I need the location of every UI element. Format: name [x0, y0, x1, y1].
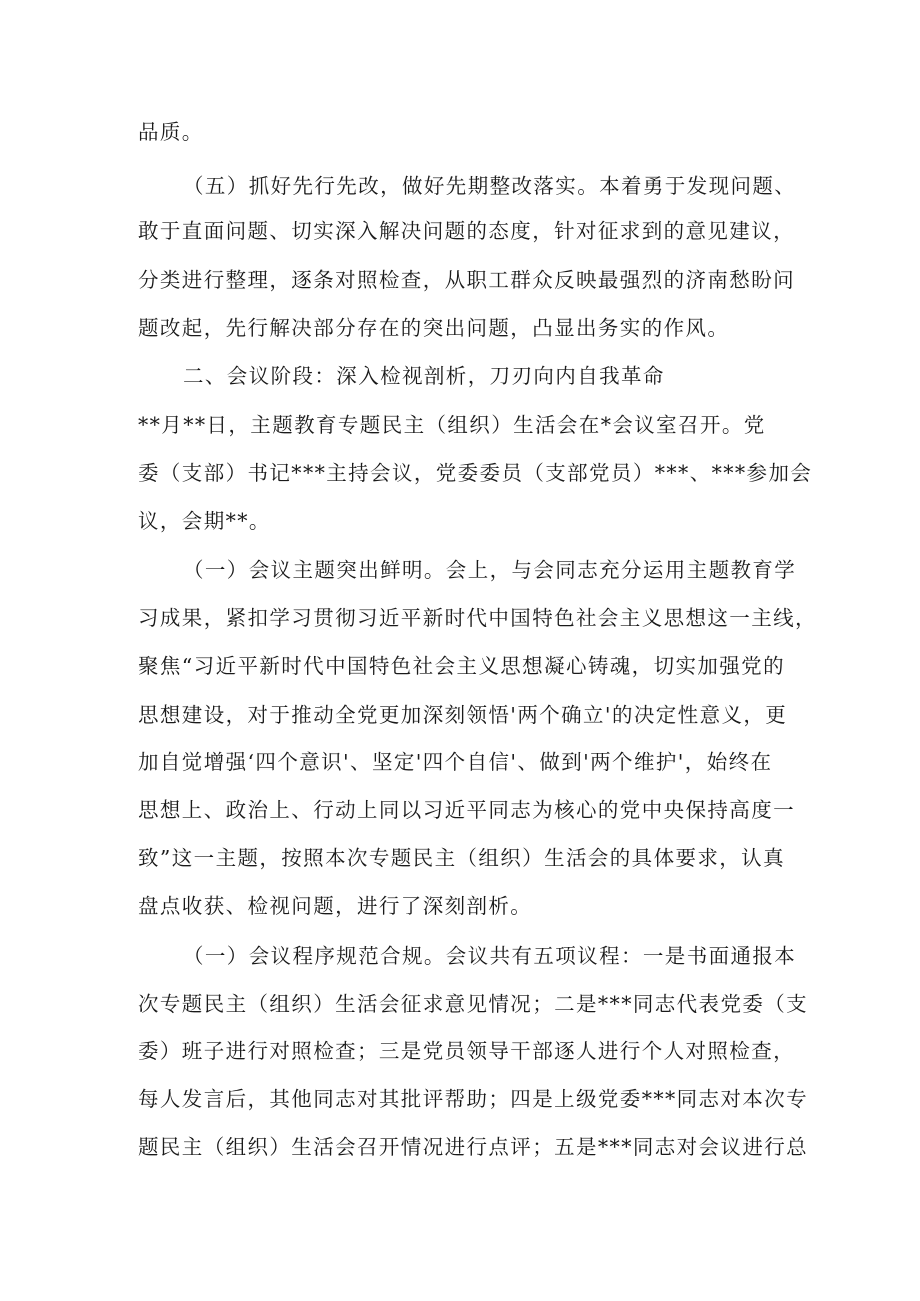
text-line: （五）抓好先行先改，做好先期整改落实。本着勇于发现问题、: [183, 174, 797, 198]
text-line: 敢于直面问题、切实深入解决问题的态度，针对征求到的意见建议，: [138, 219, 795, 243]
text-line: 品质。: [138, 120, 204, 144]
text-line: 题改起，先行解决部分存在的突出问题，凸显出务实的作风。: [138, 316, 730, 340]
text-line: 盘点收获、检视问题，进行了深刻剖析。: [138, 894, 533, 918]
text-line: **月**日，主题教育专题民主（组织）生活会在*会议室召开。党: [138, 413, 766, 437]
text-line: 每人发言后，其他同志对其批评帮助；四是上级党委***同志对本次专: [138, 1087, 809, 1111]
text-line: （一）会议主题突出鲜明。会上，与会同志充分运用主题教育学: [183, 558, 797, 582]
text-line: 议，会期**。: [138, 509, 271, 533]
text-line: 聚焦“习近平新时代中国特色社会主义思想凝心铸魂，切实加强党的: [138, 654, 785, 678]
text-line: 习成果，紧扣学习贯彻习近平新时代中国特色社会主义思想这一主线，: [138, 606, 817, 630]
text-line: 致”这一主题，按照本次专题民主（组织）生活会的具体要求，认真: [138, 846, 785, 870]
text-line: 委）班子进行对照检查；三是党员领导干部逐人进行个人对照检查，: [138, 1039, 795, 1063]
text-line: 思想上、政治上、行动上同以习近平同志为核心的党中央保持高度一: [138, 798, 795, 822]
text-line: 思想建设，对于推动全党更加深刻领悟'两个确立'的决定性意义，更: [138, 703, 788, 727]
text-line: （一）会议程序规范合规。会议共有五项议程：一是书面通报本: [183, 944, 797, 968]
text-line: 加自觉增强‘四个意识'、坚定'四个自信'、做到'两个维护'，始终在: [138, 750, 773, 774]
text-line: 分类进行整理，逐条对照检查，从职工群众反映最强烈的济南愁盼问: [138, 268, 795, 292]
section-heading: 二、会议阶段：深入检视剖析，刀刃向内自我革命: [183, 364, 665, 388]
text-line: 次专题民主（组织）生活会征求意见情况；二是***同志代表党委（支: [138, 992, 809, 1016]
text-line: 委（支部）书记***主持会议，党委委员（支部党员）***、***参加会: [138, 461, 813, 485]
text-line: 题民主（组织）生活会召开情况进行点评；五是***同志对会议进行总: [138, 1135, 809, 1159]
